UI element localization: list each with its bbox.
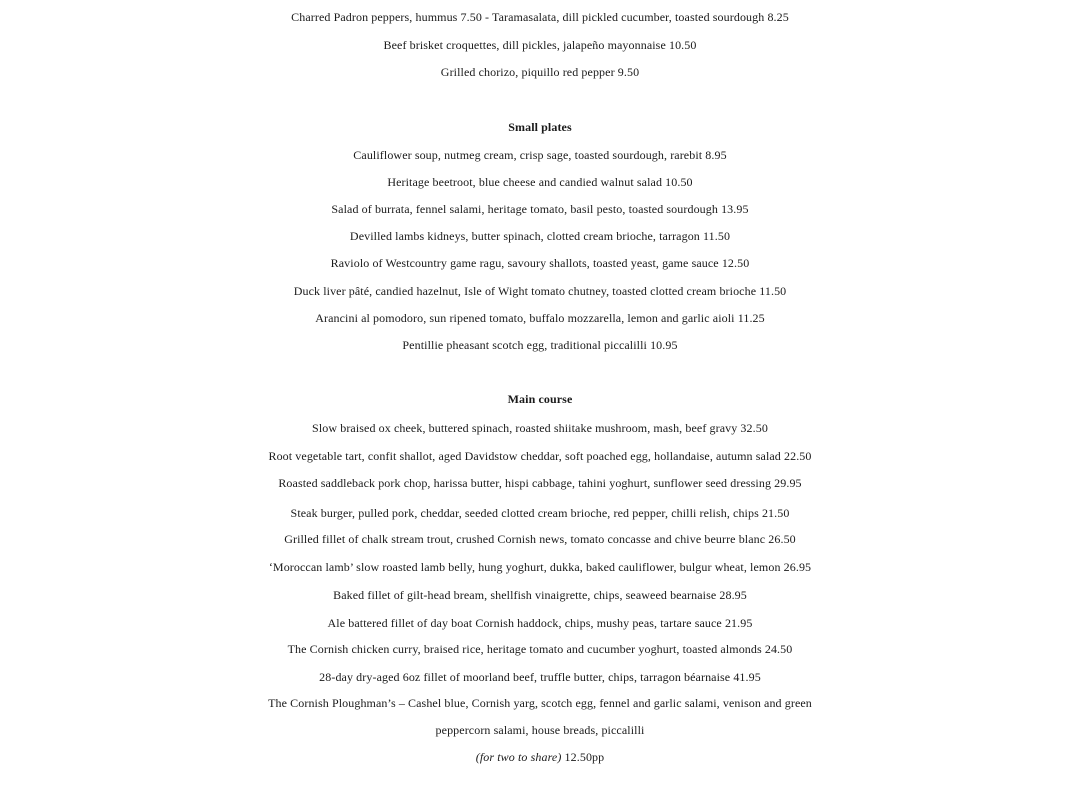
menu-item: Raviolo of Westcountry game ragu, savoury shallots, toasted yeast, game sauce 12.50 bbox=[330, 256, 750, 270]
menu-item: Grilled chorizo, piquillo red pepper 9.50 bbox=[440, 65, 640, 79]
menu-item: Duck liver pâté, candied hazelnut, Isle of Wight tomato chutney, toasted clotted cream brioche 11.50 bbox=[293, 284, 787, 298]
menu-item: Devilled lambs kidneys, butter spinach, clotted cream brioche, tarragon 11.50 bbox=[349, 229, 731, 243]
menu-item: Pentillie pheasant scotch egg, traditional piccalilli 10.95 bbox=[402, 338, 678, 352]
menu-item: ‘Moroccan lamb’ slow roasted lamb belly, hung yoghurt, dukka, baked cauliflower, bulgur wheat, lemon 26.95 bbox=[268, 560, 812, 574]
menu-item: The Cornish chicken curry, braised rice, heritage tomato and cucumber yoghurt, toasted almonds 24.50 bbox=[287, 642, 793, 656]
section-heading-small-plates: Small plates bbox=[508, 120, 572, 134]
menu-item: Grilled fillet of chalk stream trout, crushed Cornish news, tomato concasse and chive beurre blanc 26.50 bbox=[284, 532, 796, 546]
menu-item: Heritage beetroot, blue cheese and candied walnut salad 10.50 bbox=[387, 175, 693, 189]
menu-item: Charred Padron peppers, hummus 7.50 - Taramasalata, dill pickled cucumber, toasted sourdough 8.25 bbox=[291, 10, 789, 24]
menu-item: Arancini al pomodoro, sun ripened tomato, buffalo mozzarella, lemon and garlic aioli 11.25 bbox=[315, 311, 765, 325]
menu-item: 28-day dry-aged 6oz fillet of moorland beef, truffle butter, chips, tarragon béarnaise 41.95 bbox=[319, 670, 761, 684]
share-price: 12.50pp bbox=[564, 750, 605, 764]
menu-item: The Cornish Ploughman’s – Cashel blue, Cornish yarg, scotch egg, fennel and garlic salami, venison and green bbox=[268, 696, 812, 710]
section-heading-main-course: Main course bbox=[507, 392, 573, 406]
menu-item: Slow braised ox cheek, buttered spinach, roasted shiitake mushroom, mash, beef gravy 32.50 bbox=[312, 421, 768, 435]
menu-item: Roasted saddleback pork chop, harissa butter, hispi cabbage, tahini yoghurt, sunflower seed dressing 29.95 bbox=[278, 476, 802, 490]
share-note-line bbox=[0, 745, 1080, 769]
menu-item: Beef brisket croquettes, dill pickles, jalapeño mayonnaise 10.50 bbox=[383, 38, 697, 52]
menu-item: Root vegetable tart, confit shallot, aged Davidstow cheddar, soft poached egg, hollandaise, autumn salad 22.50 bbox=[268, 449, 812, 463]
menu-item: Ale battered fillet of day boat Cornish haddock, chips, mushy peas, tartare sauce 21.95 bbox=[327, 616, 753, 630]
menu-item: Salad of burrata, fennel salami, heritage tomato, basil pesto, toasted sourdough 13.95 bbox=[331, 202, 749, 216]
share-note: (for two to share) bbox=[475, 750, 562, 764]
menu-item: Steak burger, pulled pork, cheddar, seeded clotted cream brioche, red pepper, chilli relish, chips 21.50 bbox=[290, 506, 790, 520]
menu-item: peppercorn salami, house breads, piccalilli bbox=[435, 723, 645, 737]
menu-item: Cauliflower soup, nutmeg cream, crisp sage, toasted sourdough, rarebit 8.95 bbox=[353, 148, 727, 162]
menu-item: Baked fillet of gilt-head bream, shellfish vinaigrette, chips, seaweed bearnaise 28.95 bbox=[333, 588, 747, 602]
